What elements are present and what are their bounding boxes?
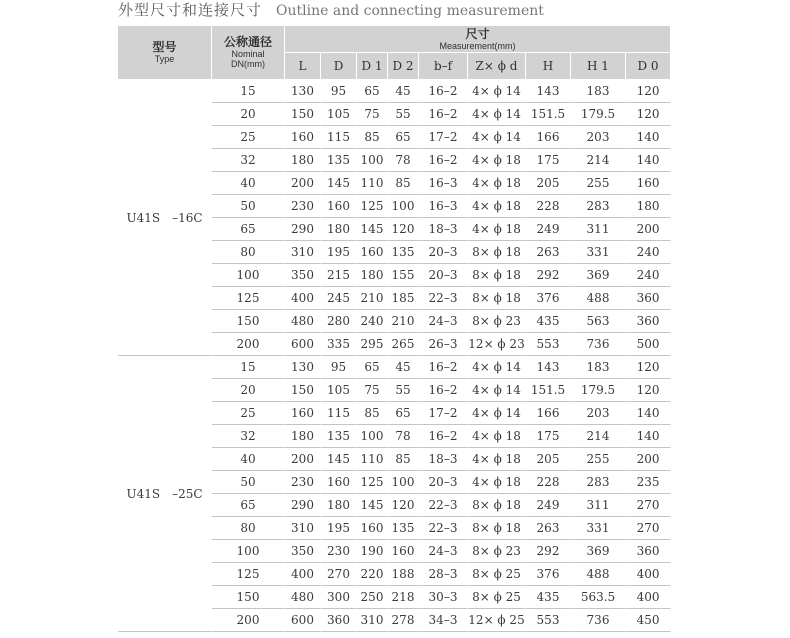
value-cell: 331 <box>571 241 626 264</box>
value-cell: 376 <box>526 287 571 310</box>
value-cell: 28–3 <box>419 563 468 586</box>
value-cell: 290 <box>285 494 321 517</box>
value-cell: 220 <box>357 563 388 586</box>
value-cell: 100 <box>357 425 388 448</box>
dn-cell: 80 <box>212 517 285 540</box>
value-cell: 140 <box>626 126 671 149</box>
value-cell: 135 <box>321 425 357 448</box>
value-cell: 17–2 <box>419 402 468 425</box>
value-cell: 120 <box>388 218 419 241</box>
value-cell: 18–3 <box>419 218 468 241</box>
header-measurement: 尺寸 Measurement(mm) <box>285 26 671 53</box>
value-cell: 350 <box>285 540 321 563</box>
dn-cell: 50 <box>212 471 285 494</box>
value-cell: 369 <box>571 540 626 563</box>
value-cell: 195 <box>321 241 357 264</box>
value-cell: 280 <box>321 310 357 333</box>
value-cell: 215 <box>321 264 357 287</box>
value-cell: 145 <box>357 494 388 517</box>
value-cell: 4× ϕ 14 <box>468 356 526 379</box>
value-cell: 295 <box>357 333 388 356</box>
value-cell: 105 <box>321 379 357 402</box>
value-cell: 400 <box>285 287 321 310</box>
value-cell: 130 <box>285 356 321 379</box>
dn-cell: 200 <box>212 333 285 356</box>
model-cell: U41S –25C <box>118 356 212 632</box>
value-cell: 435 <box>526 586 571 609</box>
value-cell: 130 <box>285 80 321 103</box>
value-cell: 228 <box>526 471 571 494</box>
value-cell: 310 <box>285 241 321 264</box>
value-cell: 16–2 <box>419 103 468 126</box>
value-cell: 235 <box>626 471 671 494</box>
value-cell: 8× ϕ 23 <box>468 310 526 333</box>
value-cell: 120 <box>626 379 671 402</box>
dn-cell: 20 <box>212 103 285 126</box>
value-cell: 230 <box>321 540 357 563</box>
value-cell: 249 <box>526 218 571 241</box>
value-cell: 155 <box>388 264 419 287</box>
value-cell: 4× ϕ 18 <box>468 471 526 494</box>
value-cell: 360 <box>626 310 671 333</box>
dn-cell: 200 <box>212 609 285 632</box>
table-row <box>118 356 671 379</box>
header-type: 型号 Type <box>118 26 212 80</box>
value-cell: 240 <box>626 264 671 287</box>
value-cell: 563 <box>571 310 626 333</box>
value-cell: 34–3 <box>419 609 468 632</box>
value-cell: 120 <box>388 494 419 517</box>
value-cell: 160 <box>285 402 321 425</box>
value-cell: 230 <box>285 195 321 218</box>
value-cell: 17–2 <box>419 126 468 149</box>
column-header: b–f <box>419 53 468 80</box>
value-cell: 12× ϕ 23 <box>468 333 526 356</box>
value-cell: 400 <box>285 563 321 586</box>
value-cell: 160 <box>388 540 419 563</box>
value-cell: 240 <box>357 310 388 333</box>
column-header: H <box>526 53 571 80</box>
value-cell: 180 <box>321 218 357 241</box>
value-cell: 195 <box>321 517 357 540</box>
value-cell: 120 <box>626 356 671 379</box>
value-cell: 190 <box>357 540 388 563</box>
value-cell: 292 <box>526 540 571 563</box>
value-cell: 183 <box>571 80 626 103</box>
value-cell: 115 <box>321 126 357 149</box>
value-cell: 16–3 <box>419 172 468 195</box>
value-cell: 145 <box>321 172 357 195</box>
value-cell: 255 <box>571 172 626 195</box>
value-cell: 4× ϕ 18 <box>468 218 526 241</box>
value-cell: 65 <box>388 402 419 425</box>
dn-cell: 50 <box>212 195 285 218</box>
dn-cell: 65 <box>212 218 285 241</box>
value-cell: 360 <box>626 287 671 310</box>
value-cell: 563.5 <box>571 586 626 609</box>
value-cell: 16–2 <box>419 80 468 103</box>
value-cell: 210 <box>388 310 419 333</box>
value-cell: 600 <box>285 609 321 632</box>
value-cell: 230 <box>285 471 321 494</box>
value-cell: 45 <box>388 80 419 103</box>
value-cell: 245 <box>321 287 357 310</box>
value-cell: 16–2 <box>419 379 468 402</box>
value-cell: 75 <box>357 103 388 126</box>
value-cell: 24–3 <box>419 310 468 333</box>
value-cell: 160 <box>357 241 388 264</box>
value-cell: 488 <box>571 287 626 310</box>
value-cell: 140 <box>626 149 671 172</box>
value-cell: 20–3 <box>419 241 468 264</box>
measurement-table <box>118 26 671 632</box>
value-cell: 350 <box>285 264 321 287</box>
column-header: D 1 <box>357 53 388 80</box>
value-cell: 95 <box>321 356 357 379</box>
value-cell: 283 <box>571 471 626 494</box>
value-cell: 55 <box>388 103 419 126</box>
value-cell: 180 <box>321 494 357 517</box>
value-cell: 22–3 <box>419 517 468 540</box>
dn-cell: 65 <box>212 494 285 517</box>
value-cell: 140 <box>626 425 671 448</box>
value-cell: 166 <box>526 402 571 425</box>
value-cell: 488 <box>571 563 626 586</box>
model-cell: U41S –16C <box>118 80 212 356</box>
column-header: D 2 <box>388 53 419 80</box>
value-cell: 95 <box>321 80 357 103</box>
value-cell: 85 <box>388 448 419 471</box>
table-row <box>118 80 671 103</box>
value-cell: 200 <box>626 448 671 471</box>
value-cell: 22–3 <box>419 494 468 517</box>
dn-cell: 40 <box>212 448 285 471</box>
value-cell: 160 <box>321 195 357 218</box>
value-cell: 45 <box>388 356 419 379</box>
value-cell: 360 <box>626 540 671 563</box>
value-cell: 65 <box>357 80 388 103</box>
value-cell: 553 <box>526 609 571 632</box>
value-cell: 55 <box>388 379 419 402</box>
value-cell: 400 <box>626 586 671 609</box>
value-cell: 214 <box>571 425 626 448</box>
value-cell: 4× ϕ 14 <box>468 402 526 425</box>
value-cell: 22–3 <box>419 287 468 310</box>
column-header: D <box>321 53 357 80</box>
value-cell: 20–3 <box>419 264 468 287</box>
dn-cell: 25 <box>212 126 285 149</box>
column-header: Z× ϕ d <box>468 53 526 80</box>
title-english: Outline and connecting measurement <box>276 3 544 19</box>
value-cell: 205 <box>526 172 571 195</box>
value-cell: 310 <box>285 517 321 540</box>
value-cell: 85 <box>357 126 388 149</box>
value-cell: 175 <box>526 425 571 448</box>
dn-cell: 15 <box>212 356 285 379</box>
value-cell: 360 <box>321 609 357 632</box>
value-cell: 310 <box>357 609 388 632</box>
value-cell: 18–3 <box>419 448 468 471</box>
table-body <box>118 80 671 632</box>
value-cell: 166 <box>526 126 571 149</box>
value-cell: 180 <box>285 149 321 172</box>
value-cell: 205 <box>526 448 571 471</box>
value-cell: 4× ϕ 18 <box>468 149 526 172</box>
value-cell: 255 <box>571 448 626 471</box>
value-cell: 16–2 <box>419 356 468 379</box>
header-nominal-dn: 公称通径 Nominal DN(mm) <box>212 26 285 80</box>
value-cell: 16–3 <box>419 195 468 218</box>
value-cell: 179.5 <box>571 379 626 402</box>
value-cell: 200 <box>285 172 321 195</box>
value-cell: 203 <box>571 402 626 425</box>
value-cell: 105 <box>321 103 357 126</box>
value-cell: 8× ϕ 18 <box>468 264 526 287</box>
dn-cell: 125 <box>212 287 285 310</box>
value-cell: 120 <box>626 80 671 103</box>
value-cell: 553 <box>526 333 571 356</box>
value-cell: 214 <box>571 149 626 172</box>
value-cell: 283 <box>571 195 626 218</box>
value-cell: 8× ϕ 18 <box>468 241 526 264</box>
value-cell: 30–3 <box>419 586 468 609</box>
value-cell: 376 <box>526 563 571 586</box>
value-cell: 250 <box>357 586 388 609</box>
value-cell: 125 <box>357 195 388 218</box>
dn-cell: 100 <box>212 264 285 287</box>
value-cell: 450 <box>626 609 671 632</box>
value-cell: 145 <box>321 448 357 471</box>
value-cell: 100 <box>388 195 419 218</box>
value-cell: 228 <box>526 195 571 218</box>
value-cell: 100 <box>357 149 388 172</box>
value-cell: 180 <box>357 264 388 287</box>
value-cell: 8× ϕ 18 <box>468 517 526 540</box>
value-cell: 65 <box>388 126 419 149</box>
value-cell: 8× ϕ 18 <box>468 494 526 517</box>
value-cell: 263 <box>526 517 571 540</box>
value-cell: 135 <box>321 149 357 172</box>
value-cell: 16–2 <box>419 425 468 448</box>
value-cell: 8× ϕ 18 <box>468 287 526 310</box>
value-cell: 736 <box>571 333 626 356</box>
value-cell: 12× ϕ 25 <box>468 609 526 632</box>
value-cell: 311 <box>571 494 626 517</box>
value-cell: 8× ϕ 25 <box>468 586 526 609</box>
value-cell: 331 <box>571 517 626 540</box>
value-cell: 400 <box>626 563 671 586</box>
value-cell: 78 <box>388 425 419 448</box>
value-cell: 75 <box>357 379 388 402</box>
value-cell: 4× ϕ 18 <box>468 448 526 471</box>
value-cell: 188 <box>388 563 419 586</box>
value-cell: 143 <box>526 80 571 103</box>
value-cell: 180 <box>285 425 321 448</box>
value-cell: 4× ϕ 14 <box>468 103 526 126</box>
value-cell: 4× ϕ 18 <box>468 425 526 448</box>
value-cell: 85 <box>388 172 419 195</box>
value-cell: 240 <box>626 241 671 264</box>
dn-cell: 125 <box>212 563 285 586</box>
value-cell: 125 <box>357 471 388 494</box>
value-cell: 160 <box>357 517 388 540</box>
column-header: L <box>285 53 321 80</box>
dn-cell: 32 <box>212 149 285 172</box>
dn-cell: 25 <box>212 402 285 425</box>
value-cell: 135 <box>388 241 419 264</box>
value-cell: 278 <box>388 609 419 632</box>
value-cell: 270 <box>626 494 671 517</box>
value-cell: 4× ϕ 14 <box>468 126 526 149</box>
value-cell: 203 <box>571 126 626 149</box>
value-cell: 500 <box>626 333 671 356</box>
value-cell: 480 <box>285 310 321 333</box>
value-cell: 263 <box>526 241 571 264</box>
value-cell: 151.5 <box>526 103 571 126</box>
value-cell: 218 <box>388 586 419 609</box>
value-cell: 265 <box>388 333 419 356</box>
value-cell: 65 <box>357 356 388 379</box>
value-cell: 120 <box>626 103 671 126</box>
value-cell: 20–3 <box>419 471 468 494</box>
value-cell: 143 <box>526 356 571 379</box>
value-cell: 292 <box>526 264 571 287</box>
value-cell: 480 <box>285 586 321 609</box>
column-header: H 1 <box>571 53 626 80</box>
value-cell: 435 <box>526 310 571 333</box>
value-cell: 600 <box>285 333 321 356</box>
page-title <box>118 0 544 20</box>
value-cell: 150 <box>285 379 321 402</box>
value-cell: 151.5 <box>526 379 571 402</box>
value-cell: 135 <box>388 517 419 540</box>
value-cell: 179.5 <box>571 103 626 126</box>
value-cell: 4× ϕ 14 <box>468 80 526 103</box>
title-chinese: 外型尺寸和连接尺寸 <box>118 1 263 19</box>
dn-cell: 15 <box>212 80 285 103</box>
value-cell: 175 <box>526 149 571 172</box>
value-cell: 183 <box>571 356 626 379</box>
value-cell: 210 <box>357 287 388 310</box>
value-cell: 160 <box>285 126 321 149</box>
value-cell: 150 <box>285 103 321 126</box>
value-cell: 736 <box>571 609 626 632</box>
value-cell: 249 <box>526 494 571 517</box>
value-cell: 8× ϕ 25 <box>468 563 526 586</box>
column-header: D 0 <box>626 53 671 80</box>
value-cell: 78 <box>388 149 419 172</box>
value-cell: 26–3 <box>419 333 468 356</box>
dn-cell: 32 <box>212 425 285 448</box>
value-cell: 335 <box>321 333 357 356</box>
value-cell: 200 <box>626 218 671 241</box>
value-cell: 8× ϕ 23 <box>468 540 526 563</box>
value-cell: 311 <box>571 218 626 241</box>
value-cell: 110 <box>357 448 388 471</box>
value-cell: 160 <box>321 471 357 494</box>
value-cell: 85 <box>357 402 388 425</box>
value-cell: 185 <box>388 287 419 310</box>
value-cell: 4× ϕ 18 <box>468 172 526 195</box>
value-cell: 160 <box>626 172 671 195</box>
value-cell: 300 <box>321 586 357 609</box>
value-cell: 110 <box>357 172 388 195</box>
dn-cell: 150 <box>212 310 285 333</box>
value-cell: 369 <box>571 264 626 287</box>
value-cell: 4× ϕ 18 <box>468 195 526 218</box>
value-cell: 115 <box>321 402 357 425</box>
value-cell: 290 <box>285 218 321 241</box>
value-cell: 140 <box>626 402 671 425</box>
value-cell: 200 <box>285 448 321 471</box>
value-cell: 180 <box>626 195 671 218</box>
value-cell: 270 <box>626 517 671 540</box>
value-cell: 100 <box>388 471 419 494</box>
value-cell: 145 <box>357 218 388 241</box>
dn-cell: 80 <box>212 241 285 264</box>
value-cell: 4× ϕ 14 <box>468 379 526 402</box>
value-cell: 270 <box>321 563 357 586</box>
dn-cell: 100 <box>212 540 285 563</box>
dn-cell: 40 <box>212 172 285 195</box>
value-cell: 16–2 <box>419 149 468 172</box>
dn-cell: 20 <box>212 379 285 402</box>
dn-cell: 150 <box>212 586 285 609</box>
value-cell: 24–3 <box>419 540 468 563</box>
